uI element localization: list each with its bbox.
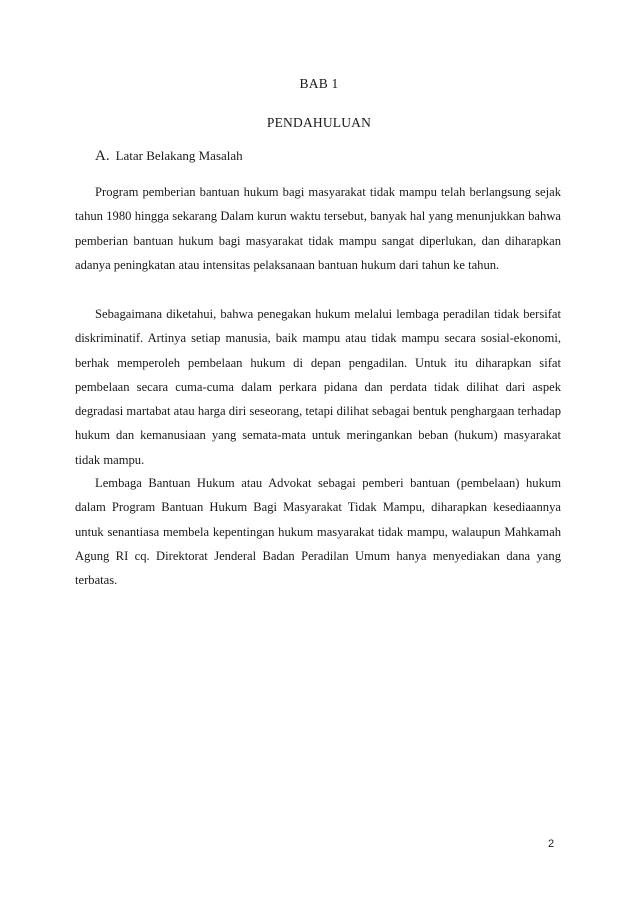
section-heading [95,148,243,165]
paragraph-2: Sebagaimana diketahui, bahwa penegakan hukum melalui lembaga peradilan tidak bersifat diskriminatif. Artinya setiap manusia, baik mampu atau tidak mampu secara sosial-ekonomi, berhak memperoleh pembelaan hukum di depan pengadilan. Untuk itu diharapkan sifat pembelaan secara cuma-cuma dalam perkara pidana dan perdata tidak dilihat dari aspek degradasi martabat atau harga diri seseorang, tetapi dilihat sebagai bentuk penghargaan terhadap hukum dan kemanusiaan yang semata-mata untuk meringankan beban (hukum) masyarakat tidak mampu. [75,307,561,467]
chapter-number: BAB 1 [299,76,339,91]
section-letter: A. [95,148,110,164]
chapter-title: PENDAHULUAN [266,115,372,130]
paragraph-3: Lembaga Bantuan Hukum atau Advokat sebagai pemberi bantuan (pembelaan) hukum dalam Program Bantuan Hukum Bagi Masyarakat Tidak Mampu, diharapkan kesediaannya untuk senantiasa membela kepentingan hukum masyarakat tidak mampu, walaupun Mahkamah Agung RI cq. Direktorat Jenderal Badan Peradilan Umum hanya menyediakan dana yang terbatas. [75,476,561,588]
section-title: Latar Belakang Masalah [115,148,243,163]
page-number: 2 [548,838,555,850]
paragraph-1: Program pemberian bantuan hukum bagi masyarakat tidak mampu telah berlangsung sejak tahun 1980 hingga sekarang Dalam kurun waktu tersebut, banyak hal yang menunjukkan bahwa pemberian bantuan hukum bagi masyarakat tidak mampu sangat diperlukan, dan diharapkan adanya peningkatan atau intensitas pelaksanaan bantuan hukum dari tahun ke tahun. [75,185,561,272]
